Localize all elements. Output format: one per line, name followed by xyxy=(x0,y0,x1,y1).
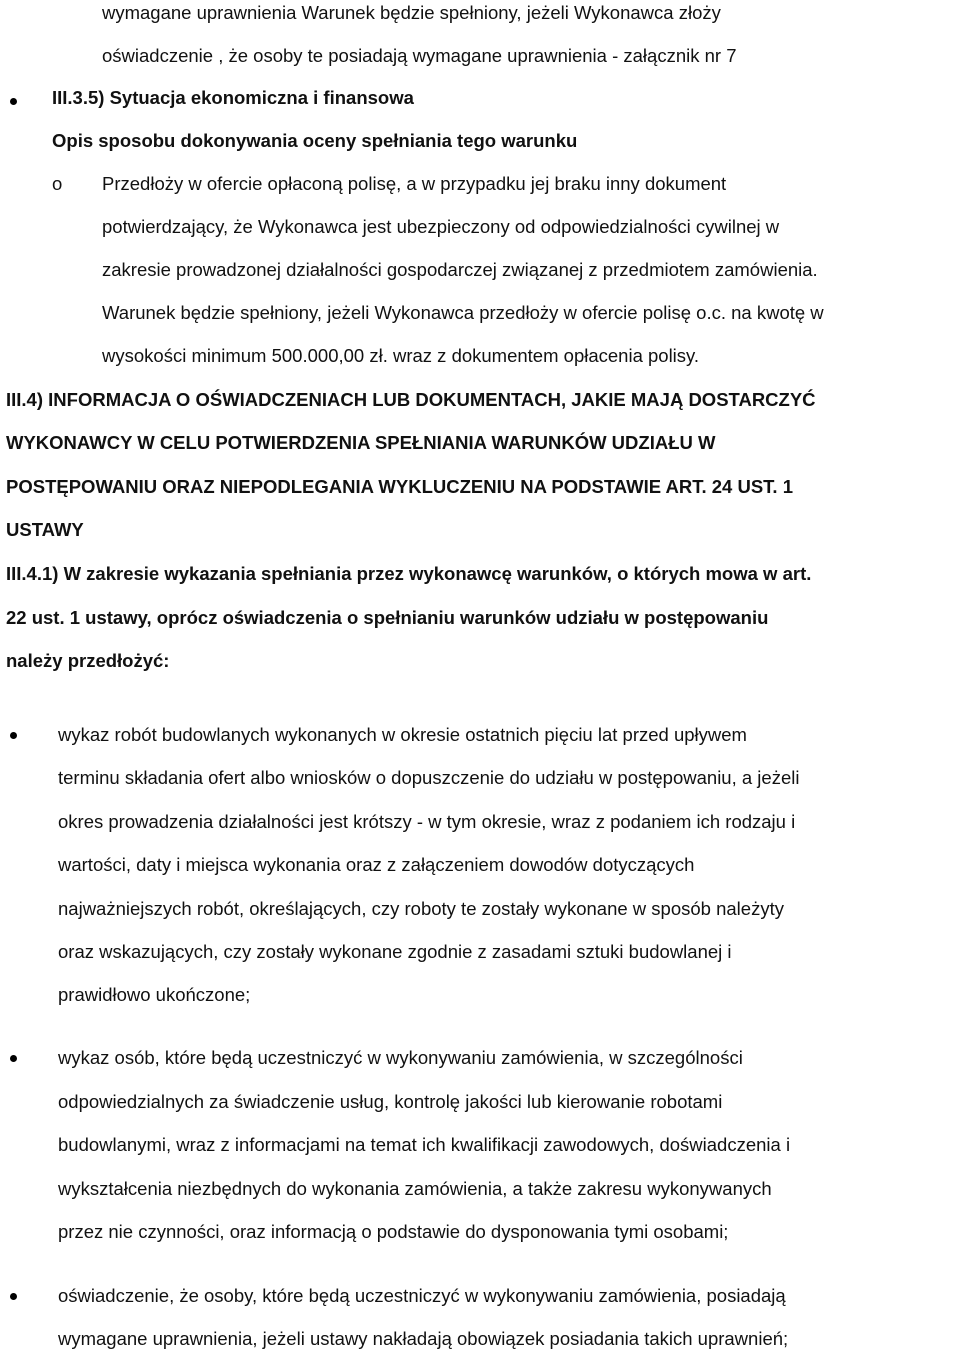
list-item-line: wykształcenia niezbędnych do wykonania zamówienia, a także zakresu wykonywanych xyxy=(58,1178,772,1199)
list-item-line: oświadczenie, że osoby, które będą uczestniczyć w wykonywaniu zamówienia, posiadają xyxy=(58,1285,786,1306)
bullet-icon xyxy=(10,1293,17,1300)
bullet-icon xyxy=(10,98,17,105)
subsection-heading: III.4.1) W zakresie wykazania spełniania przez wykonawcę warunków, o których mowa w art. xyxy=(6,563,812,584)
text-line: Warunek będzie spełniony, jeżeli Wykonawca przedłoży w ofercie polisę o.c. na kwotę w xyxy=(102,302,824,323)
list-item-line: wymagane uprawnienia, jeżeli ustawy nakładają obowiązek posiadania takich uprawnień; xyxy=(58,1328,789,1349)
text-line: wymagane uprawnienia Warunek będzie spełniony, jeżeli Wykonawca złoży xyxy=(102,2,721,23)
list-item-line: najważniejszych robót, określających, czy roboty te zostały wykonane w sposób należyty xyxy=(58,898,784,919)
list-item-line: budowlanymi, wraz z informacjami na temat ich kwalifikacji zawodowych, doświadczenia i xyxy=(58,1134,791,1155)
bullet-icon xyxy=(10,1055,17,1062)
list-item-line: odpowiedzialnych za świadczenie usług, kontrolę jakości lub kierowanie robotami xyxy=(58,1091,723,1112)
list-item-line: okres prowadzenia działalności jest krótszy - w tym okresie, wraz z podaniem ich rodzaju i xyxy=(58,811,796,832)
text-line: zakresie prowadzonej działalności gospodarczej związanej z przedmiotem zamówienia. xyxy=(102,259,818,280)
list-item-line: prawidłowo ukończone; xyxy=(58,984,251,1005)
section-subheading: Opis sposobu dokonywania oceny spełniania tego warunku xyxy=(52,130,578,151)
circle-bullet-icon: o xyxy=(52,173,63,194)
list-item-line: wartości, daty i miejsca wykonania oraz z załączeniem dowodów dotyczących xyxy=(58,854,695,875)
list-item-line: wykaz robót budowlanych wykonanych w okresie ostatnich pięciu lat przed upływem xyxy=(58,724,747,745)
subsection-heading: należy przedłożyć: xyxy=(6,650,170,671)
list-item-line: przez nie czynności, oraz informacją o podstawie do dysponowania tymi osobami; xyxy=(58,1221,729,1242)
text-line: potwierdzający, że Wykonawca jest ubezpieczony od odpowiedzialności cywilnej w xyxy=(102,216,780,237)
section-heading: III.3.5) Sytuacja ekonomiczna i finansowa xyxy=(52,87,414,108)
section-heading: USTAWY xyxy=(6,519,84,540)
list-item-line: wykaz osób, które będą uczestniczyć w wykonywaniu zamówienia, w szczególności xyxy=(58,1047,743,1068)
list-item-line: oraz wskazujących, czy zostały wykonane zgodnie z zasadami sztuki budowlanej i xyxy=(58,941,732,962)
section-heading: POSTĘPOWANIU ORAZ NIEPODLEGANIA WYKLUCZENIU NA PODSTAWIE ART. 24 UST. 1 xyxy=(6,476,793,497)
text-line: oświadczenie , że osoby te posiadają wymagane uprawnienia - załącznik nr 7 xyxy=(102,45,737,66)
subsection-heading: 22 ust. 1 ustawy, oprócz oświadczenia o spełnianiu warunków udziału w postępowaniu xyxy=(6,607,769,628)
section-heading: WYKONAWCY W CELU POTWIERDZENIA SPEŁNIANIA WARUNKÓW UDZIAŁU W xyxy=(6,432,716,453)
text-line: wysokości minimum 500.000,00 zł. wraz z dokumentem opłacenia polisy. xyxy=(102,345,700,366)
bullet-icon xyxy=(10,732,17,739)
section-heading: III.4) INFORMACJA O OŚWIADCZENIACH LUB DOKUMENTACH, JAKIE MAJĄ DOSTARCZYĆ xyxy=(6,389,816,410)
text-line: Przedłoży w ofercie opłaconą polisę, a w przypadku jej braku inny dokument xyxy=(102,173,727,194)
list-item-line: terminu składania ofert albo wniosków o dopuszczenie do udziału w postępowaniu, a jeżeli xyxy=(58,767,800,788)
